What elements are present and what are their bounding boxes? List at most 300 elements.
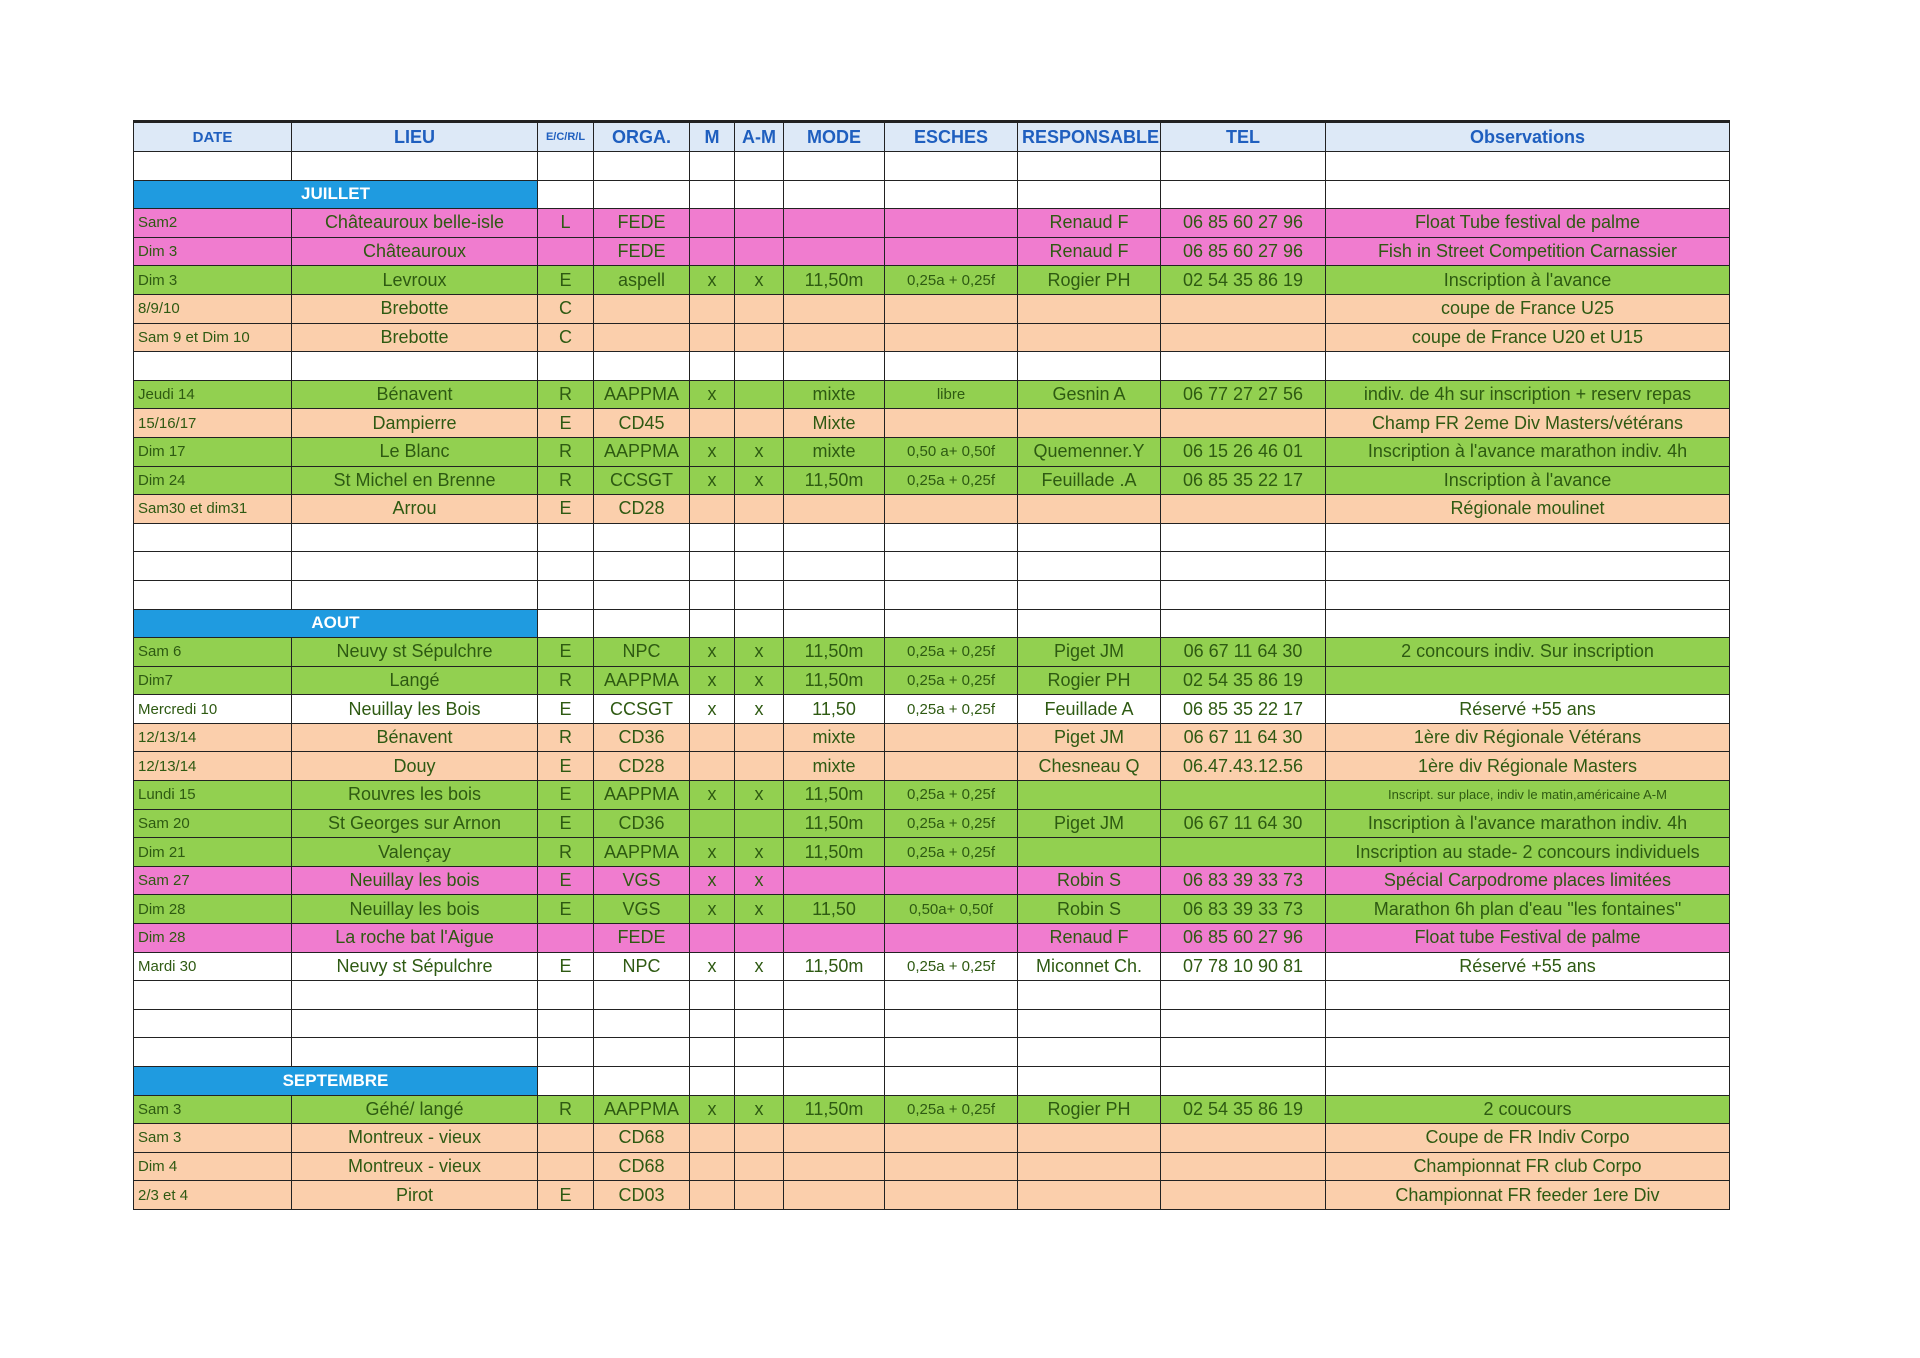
empty-cell	[885, 352, 1018, 381]
cell-resp	[1018, 1181, 1161, 1210]
empty-cell	[690, 1038, 735, 1067]
cell-mode	[784, 209, 885, 238]
cell-am: x	[735, 638, 784, 667]
cell-orga: AAPPMA	[594, 666, 690, 695]
empty-cell	[1161, 180, 1326, 209]
empty-cell	[690, 1067, 735, 1096]
month-row-septembre	[134, 1067, 1730, 1096]
cell-ecrl: R	[538, 380, 594, 409]
cell-date: Dim 21	[134, 838, 292, 867]
empty-row	[134, 152, 1730, 181]
cell-ecrl: E	[538, 952, 594, 981]
cell-lieu: Neuvy st Sépulchre	[292, 638, 538, 667]
cell-date: 2/3 et 4	[134, 1181, 292, 1210]
cell-tel	[1161, 1181, 1326, 1210]
empty-cell	[1018, 1038, 1161, 1067]
cell-orga: CD36	[594, 809, 690, 838]
cell-m: x	[690, 695, 735, 724]
cell-tel: 02 54 35 86 19	[1161, 266, 1326, 295]
empty-cell	[134, 580, 292, 609]
cell-tel	[1161, 294, 1326, 323]
cell-date: 12/13/14	[134, 723, 292, 752]
cell-date: Dim 3	[134, 266, 292, 295]
cell-m	[690, 1124, 735, 1153]
cell-am	[735, 409, 784, 438]
cell-resp: Rogier PH	[1018, 266, 1161, 295]
table-row	[134, 1124, 1730, 1153]
cell-esches: 0,25a + 0,25f	[885, 809, 1018, 838]
cell-mode: mixte	[784, 723, 885, 752]
cell-lieu: Levroux	[292, 266, 538, 295]
empty-cell	[885, 180, 1018, 209]
cell-resp	[1018, 1152, 1161, 1181]
empty-cell	[538, 1009, 594, 1038]
cell-lieu: St Michel en Brenne	[292, 466, 538, 495]
cell-mode: mixte	[784, 380, 885, 409]
cell-obs: Championnat FR feeder 1ere Div	[1326, 1181, 1730, 1210]
col-esches: ESCHES	[885, 122, 1018, 152]
cell-am: x	[735, 695, 784, 724]
cell-obs: Float Tube festival de palme	[1326, 209, 1730, 238]
empty-cell	[1161, 609, 1326, 638]
empty-cell	[690, 552, 735, 581]
empty-cell	[538, 180, 594, 209]
empty-cell	[784, 352, 885, 381]
col-observations: Observations	[1326, 122, 1730, 152]
cell-orga	[594, 323, 690, 352]
cell-lieu: St Georges sur Arnon	[292, 809, 538, 838]
cell-tel: 06 15 26 46 01	[1161, 437, 1326, 466]
cell-m	[690, 752, 735, 781]
cell-am	[735, 924, 784, 953]
cell-orga: VGS	[594, 895, 690, 924]
empty-cell	[784, 1009, 885, 1038]
cell-lieu: Géhé/ langé	[292, 1095, 538, 1124]
empty-cell	[134, 981, 292, 1010]
table-row	[134, 638, 1730, 667]
empty-cell	[594, 152, 690, 181]
empty-cell	[594, 1067, 690, 1096]
cell-obs: Spécial Carpodrome places limitées	[1326, 866, 1730, 895]
cell-tel	[1161, 1152, 1326, 1181]
cell-am: x	[735, 952, 784, 981]
cell-resp: Gesnin A	[1018, 380, 1161, 409]
cell-date: Sam 6	[134, 638, 292, 667]
cell-orga: CD28	[594, 495, 690, 524]
cell-lieu: Neuillay les bois	[292, 866, 538, 895]
cell-tel: 02 54 35 86 19	[1161, 666, 1326, 695]
cell-lieu: Le Blanc	[292, 437, 538, 466]
cell-am: x	[735, 1095, 784, 1124]
empty-cell	[885, 580, 1018, 609]
cell-ecrl	[538, 237, 594, 266]
table-body	[134, 152, 1730, 1210]
cell-date: Dim 28	[134, 924, 292, 953]
cell-resp: Renaud F	[1018, 237, 1161, 266]
cell-lieu: Neuvy st Sépulchre	[292, 952, 538, 981]
cell-lieu: Brebotte	[292, 294, 538, 323]
cell-mode: 11,50m	[784, 809, 885, 838]
cell-m	[690, 1181, 735, 1210]
cell-ecrl: R	[538, 666, 594, 695]
empty-cell	[292, 352, 538, 381]
cell-date: Dim 28	[134, 895, 292, 924]
cell-tel: 06 85 60 27 96	[1161, 209, 1326, 238]
empty-cell	[1161, 1067, 1326, 1096]
cell-m: x	[690, 1095, 735, 1124]
cell-esches	[885, 495, 1018, 524]
cell-esches	[885, 237, 1018, 266]
cell-m	[690, 409, 735, 438]
col-orga: ORGA.	[594, 122, 690, 152]
cell-am: x	[735, 266, 784, 295]
cell-obs: coupe de France U20 et U15	[1326, 323, 1730, 352]
cell-esches	[885, 924, 1018, 953]
cell-tel	[1161, 838, 1326, 867]
table-row	[134, 1152, 1730, 1181]
cell-mode: 11,50m	[784, 781, 885, 810]
empty-cell	[292, 523, 538, 552]
cell-ecrl: E	[538, 781, 594, 810]
cell-orga: CD45	[594, 409, 690, 438]
cell-tel: 06 85 60 27 96	[1161, 924, 1326, 953]
empty-cell	[594, 180, 690, 209]
cell-esches: 0,25a + 0,25f	[885, 266, 1018, 295]
empty-cell	[1326, 1038, 1730, 1067]
table-row	[134, 209, 1730, 238]
cell-date: Sam 3	[134, 1095, 292, 1124]
cell-lieu: Douy	[292, 752, 538, 781]
cell-ecrl: E	[538, 866, 594, 895]
empty-row	[134, 981, 1730, 1010]
empty-cell	[1018, 981, 1161, 1010]
cell-tel: 06 77 27 27 56	[1161, 380, 1326, 409]
cell-m: x	[690, 466, 735, 495]
cell-resp: Rogier PH	[1018, 666, 1161, 695]
empty-cell	[735, 552, 784, 581]
cell-ecrl	[538, 924, 594, 953]
cell-obs: Inscription à l'avance	[1326, 466, 1730, 495]
table-row	[134, 237, 1730, 266]
cell-tel: 06 83 39 33 73	[1161, 866, 1326, 895]
cell-esches	[885, 1181, 1018, 1210]
cell-tel	[1161, 1124, 1326, 1153]
empty-cell	[538, 1067, 594, 1096]
cell-mode: mixte	[784, 752, 885, 781]
cell-am	[735, 237, 784, 266]
cell-resp: Robin S	[1018, 866, 1161, 895]
cell-resp: Renaud F	[1018, 924, 1161, 953]
cell-date: Sam 20	[134, 809, 292, 838]
cell-resp: Renaud F	[1018, 209, 1161, 238]
cell-ecrl: E	[538, 266, 594, 295]
cell-obs: coupe de France U25	[1326, 294, 1730, 323]
cell-resp: Feuillade .A	[1018, 466, 1161, 495]
empty-cell	[538, 152, 594, 181]
empty-cell	[735, 180, 784, 209]
empty-cell	[1161, 580, 1326, 609]
cell-resp: Chesneau Q	[1018, 752, 1161, 781]
empty-cell	[1161, 1038, 1326, 1067]
cell-ecrl: E	[538, 895, 594, 924]
cell-tel: 02 54 35 86 19	[1161, 1095, 1326, 1124]
empty-cell	[735, 152, 784, 181]
empty-row	[134, 523, 1730, 552]
empty-cell	[1018, 152, 1161, 181]
cell-esches	[885, 1152, 1018, 1181]
empty-cell	[292, 580, 538, 609]
empty-cell	[690, 180, 735, 209]
cell-orga: CCSGT	[594, 466, 690, 495]
cell-am	[735, 323, 784, 352]
cell-esches: 0,25a + 0,25f	[885, 466, 1018, 495]
table-row	[134, 895, 1730, 924]
empty-cell	[784, 523, 885, 552]
cell-am: x	[735, 838, 784, 867]
empty-cell	[292, 1038, 538, 1067]
table-row	[134, 409, 1730, 438]
col-responsable: RESPONSABLE	[1018, 122, 1161, 152]
empty-cell	[690, 152, 735, 181]
cell-am	[735, 495, 784, 524]
cell-mode	[784, 866, 885, 895]
empty-cell	[885, 152, 1018, 181]
cell-am	[735, 809, 784, 838]
empty-cell	[292, 1009, 538, 1038]
empty-cell	[1161, 352, 1326, 381]
cell-orga: CD36	[594, 723, 690, 752]
empty-cell	[1326, 180, 1730, 209]
cell-orga	[594, 294, 690, 323]
empty-row	[134, 1009, 1730, 1038]
col-mode: MODE	[784, 122, 885, 152]
empty-cell	[1018, 580, 1161, 609]
empty-cell	[885, 981, 1018, 1010]
empty-cell	[1161, 1009, 1326, 1038]
cell-date: Sam 9 et Dim 10	[134, 323, 292, 352]
empty-cell	[885, 1067, 1018, 1096]
cell-tel: 06.47.43.12.56	[1161, 752, 1326, 781]
cell-tel: 06 85 35 22 17	[1161, 466, 1326, 495]
cell-ecrl: R	[538, 723, 594, 752]
cell-am: x	[735, 895, 784, 924]
cell-obs: Float tube Festival de palme	[1326, 924, 1730, 953]
cell-ecrl: E	[538, 752, 594, 781]
cell-obs: Inscription à l'avance marathon indiv. 4h	[1326, 437, 1730, 466]
cell-mode: Mixte	[784, 409, 885, 438]
empty-cell	[1326, 152, 1730, 181]
empty-cell	[1161, 552, 1326, 581]
empty-cell	[1018, 609, 1161, 638]
table-row	[134, 495, 1730, 524]
cell-resp	[1018, 781, 1161, 810]
cell-orga: CCSGT	[594, 695, 690, 724]
cell-m	[690, 294, 735, 323]
cell-ecrl: R	[538, 838, 594, 867]
cell-date: Sam 27	[134, 866, 292, 895]
table-row	[134, 294, 1730, 323]
cell-orga: FEDE	[594, 924, 690, 953]
empty-cell	[784, 981, 885, 1010]
table-row	[134, 838, 1730, 867]
cell-orga: AAPPMA	[594, 437, 690, 466]
cell-obs: Réservé +55 ans	[1326, 952, 1730, 981]
cell-resp	[1018, 323, 1161, 352]
empty-cell	[538, 352, 594, 381]
empty-cell	[735, 580, 784, 609]
cell-lieu: Arrou	[292, 495, 538, 524]
cell-orga: aspell	[594, 266, 690, 295]
cell-date: 12/13/14	[134, 752, 292, 781]
cell-m: x	[690, 895, 735, 924]
cell-date: Lundi 15	[134, 781, 292, 810]
empty-cell	[1326, 1009, 1730, 1038]
cell-ecrl: L	[538, 209, 594, 238]
cell-esches	[885, 409, 1018, 438]
cell-lieu: La roche bat l'Aigue	[292, 924, 538, 953]
empty-cell	[1326, 1067, 1730, 1096]
empty-cell	[1326, 523, 1730, 552]
cell-lieu: Neuillay les bois	[292, 895, 538, 924]
cell-mode	[784, 495, 885, 524]
empty-cell	[134, 552, 292, 581]
col-am: A-M	[735, 122, 784, 152]
cell-tel: 06 85 35 22 17	[1161, 695, 1326, 724]
cell-m: x	[690, 952, 735, 981]
empty-cell	[885, 1038, 1018, 1067]
empty-cell	[538, 609, 594, 638]
cell-m	[690, 495, 735, 524]
cell-esches: 0,25a + 0,25f	[885, 1095, 1018, 1124]
cell-esches	[885, 209, 1018, 238]
cell-ecrl: R	[538, 466, 594, 495]
table-row	[134, 437, 1730, 466]
empty-cell	[1018, 1009, 1161, 1038]
cell-resp	[1018, 409, 1161, 438]
empty-cell	[885, 1009, 1018, 1038]
table-row	[134, 323, 1730, 352]
empty-cell	[885, 523, 1018, 552]
cell-lieu: Châteauroux	[292, 237, 538, 266]
cell-ecrl: R	[538, 1095, 594, 1124]
cell-mode	[784, 1181, 885, 1210]
cell-orga: CD03	[594, 1181, 690, 1210]
month-row-juillet	[134, 180, 1730, 209]
cell-resp: Quemenner.Y	[1018, 437, 1161, 466]
empty-cell	[1161, 981, 1326, 1010]
cell-resp	[1018, 294, 1161, 323]
empty-cell	[134, 1009, 292, 1038]
cell-ecrl: C	[538, 323, 594, 352]
empty-cell	[690, 580, 735, 609]
cell-orga: FEDE	[594, 237, 690, 266]
month-label: JUILLET	[134, 180, 538, 209]
cell-esches: 0,25a + 0,25f	[885, 695, 1018, 724]
cell-orga: NPC	[594, 638, 690, 667]
cell-mode: 11,50m	[784, 1095, 885, 1124]
table-row	[134, 781, 1730, 810]
cell-obs: Réservé +55 ans	[1326, 695, 1730, 724]
cell-am: x	[735, 781, 784, 810]
cell-esches	[885, 866, 1018, 895]
cell-am	[735, 209, 784, 238]
cell-obs: indiv. de 4h sur inscription + reserv repas	[1326, 380, 1730, 409]
cell-obs: Championnat FR club Corpo	[1326, 1152, 1730, 1181]
cell-ecrl: C	[538, 294, 594, 323]
cell-m	[690, 723, 735, 752]
cell-orga: AAPPMA	[594, 380, 690, 409]
cell-tel: 06 67 11 64 30	[1161, 809, 1326, 838]
table-row	[134, 466, 1730, 495]
cell-esches	[885, 323, 1018, 352]
cell-obs: 1ère div Régionale Vétérans	[1326, 723, 1730, 752]
cell-orga: AAPPMA	[594, 1095, 690, 1124]
cell-orga: NPC	[594, 952, 690, 981]
cell-resp	[1018, 495, 1161, 524]
empty-cell	[134, 152, 292, 181]
table-row	[134, 1095, 1730, 1124]
empty-cell	[1326, 552, 1730, 581]
col-lieu: LIEU	[292, 122, 538, 152]
cell-mode	[784, 924, 885, 953]
cell-esches	[885, 1124, 1018, 1153]
cell-m	[690, 1152, 735, 1181]
cell-resp: Robin S	[1018, 895, 1161, 924]
cell-ecrl	[538, 1152, 594, 1181]
cell-date: Dim 17	[134, 437, 292, 466]
cell-tel: 06 67 11 64 30	[1161, 638, 1326, 667]
cell-mode	[784, 323, 885, 352]
table-row	[134, 1181, 1730, 1210]
calendar-table	[133, 120, 1730, 1210]
cell-lieu: Valençay	[292, 838, 538, 867]
cell-am	[735, 1152, 784, 1181]
cell-resp: Piget JM	[1018, 723, 1161, 752]
cell-lieu: Neuillay les Bois	[292, 695, 538, 724]
cell-date: Sam 3	[134, 1124, 292, 1153]
cell-mode: 11,50m	[784, 466, 885, 495]
cell-obs: Inscription à l'avance marathon indiv. 4h	[1326, 809, 1730, 838]
empty-cell	[735, 523, 784, 552]
cell-ecrl: E	[538, 409, 594, 438]
cell-tel: 06 67 11 64 30	[1161, 723, 1326, 752]
cell-obs: Régionale moulinet	[1326, 495, 1730, 524]
empty-cell	[735, 1038, 784, 1067]
empty-cell	[1326, 609, 1730, 638]
cell-m	[690, 209, 735, 238]
cell-orga: VGS	[594, 866, 690, 895]
cell-lieu: Rouvres les bois	[292, 781, 538, 810]
cell-tel: 07 78 10 90 81	[1161, 952, 1326, 981]
empty-cell	[784, 152, 885, 181]
cell-obs: Marathon 6h plan d'eau "les fontaines"	[1326, 895, 1730, 924]
empty-cell	[690, 1009, 735, 1038]
empty-cell	[1326, 580, 1730, 609]
cell-m: x	[690, 638, 735, 667]
empty-cell	[1018, 180, 1161, 209]
cell-date: Dim 4	[134, 1152, 292, 1181]
empty-cell	[784, 1067, 885, 1096]
empty-cell	[784, 1038, 885, 1067]
cell-am: x	[735, 866, 784, 895]
cell-m	[690, 237, 735, 266]
cell-lieu: Pirot	[292, 1181, 538, 1210]
cell-date: Jeudi 14	[134, 380, 292, 409]
cell-date: Mercredi 10	[134, 695, 292, 724]
empty-cell	[1161, 152, 1326, 181]
cell-lieu: Bénavent	[292, 380, 538, 409]
table-row	[134, 666, 1730, 695]
